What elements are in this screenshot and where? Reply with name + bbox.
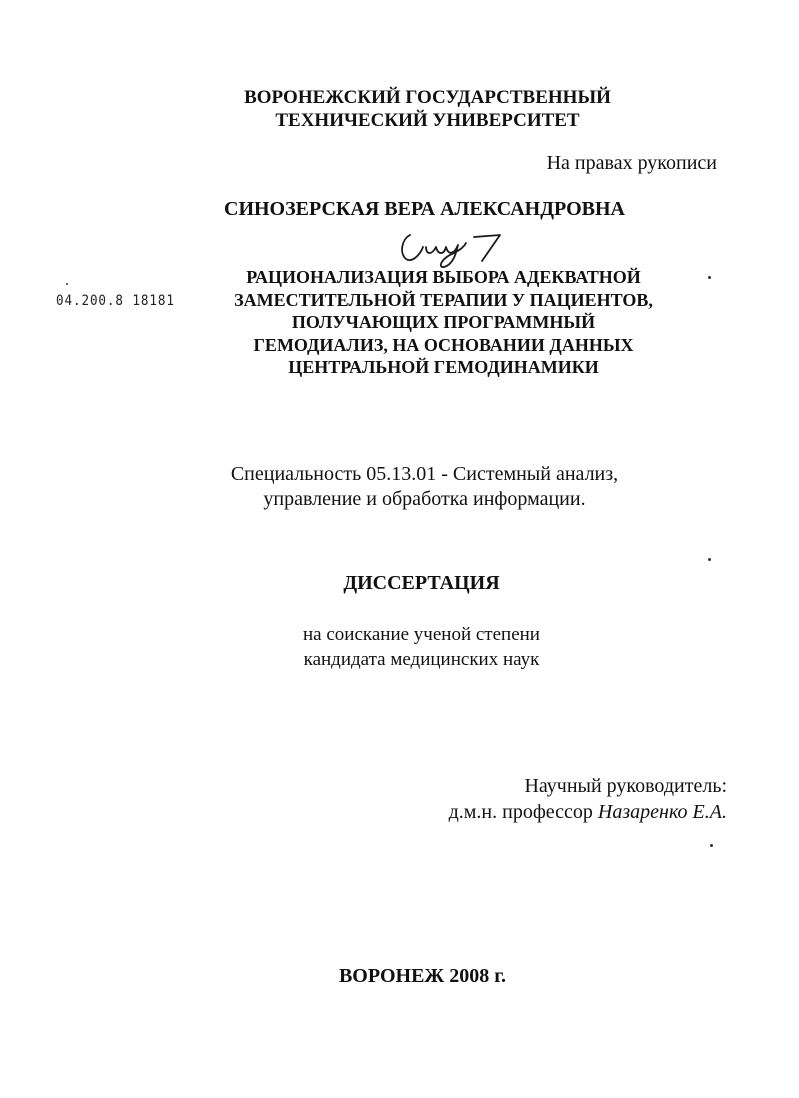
scan-speck [66,283,68,285]
title-line-1: РАЦИОНАЛИЗАЦИЯ ВЫБОРА АДЕКВАТНОЙ [246,267,641,287]
university-line-2: ТЕХНИЧЕСКИЙ УНИВЕРСИТЕТ [275,110,580,131]
degree [22,622,799,672]
handwritten-signature [396,225,506,270]
supervisor [347,773,727,825]
title-line-2: ЗАМЕСТИТЕЛЬНОЙ ТЕРАПИИ У ПАЦИЕНТОВ, [234,289,653,310]
scan-speck [708,276,711,279]
supervisor-name: Назаренко Е.А. [597,801,727,823]
title-line-3: ПОЛУЧАЮЩИХ ПРОГРАММНЫЙ [291,312,596,332]
specialty-line-2: управление и обработка информации. [263,488,586,510]
library-stamp: 04.200.8 18181 [56,293,175,309]
university-line-1: ВОРОНЕЖСКИЙ ГОСУДАРСТВЕННЫЙ [244,87,611,108]
title-line-5: ЦЕНТРАЛЬНОЙ ГЕМОДИНАМИКИ [288,357,599,377]
specialty-line-1: Специальность 05.13.01 - Системный анализ, [230,463,619,485]
dissertation-title [44,266,799,379]
rights-note: На правах рукописи [546,152,717,174]
author-name: СИНОЗЕРСКАЯ ВЕРА АЛЕКСАНДРОВНА [224,198,625,220]
scan-speck [710,844,713,847]
city-year: ВОРОНЕЖ 2008 г. [338,965,507,987]
degree-line-1: на соискание ученой степени [303,624,540,645]
document-type: ДИССЕРТАЦИЯ [343,572,500,594]
specialty [25,462,799,512]
supervisor-label: Научный руководитель: [524,775,727,797]
scan-speck [708,558,711,561]
title-line-4: ГЕМОДИАЛИЗ, НА ОСНОВАНИИ ДАННЫХ [253,334,634,355]
supervisor-title: д.м.н. профессор [448,801,593,823]
degree-line-2: кандидата медицинских наук [303,649,540,670]
supervisor-info [347,799,727,825]
university-name [28,86,799,132]
